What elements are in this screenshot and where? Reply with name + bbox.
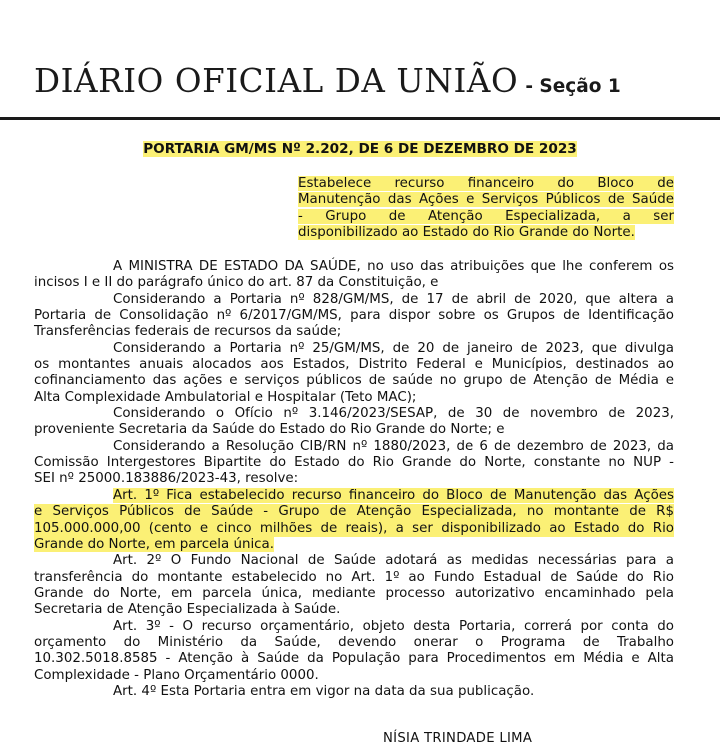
article-1-line: 105.000.000,00 (cento e cinco milhões de reais), a ser disponibilizado ao Estado do Rio: [34, 520, 674, 536]
body-line: Secretaria de Atenção Especializada à Saúde.: [34, 602, 341, 618]
article-1-line: Art. 1º Fica estabelecido recurso financeiro do Bloco de Manutenção das Ações: [113, 487, 674, 503]
body-line: Considerando a Portaria nº 828/GM/MS, de 17 de abril de 2020, que altera a: [113, 291, 674, 307]
body-line: Considerando o Ofício nº 3.146/2023/SESAP, de 30 de novembro de 2023,: [113, 406, 674, 422]
body-line: A MINISTRA DE ESTADO DA SAÚDE, no uso das atribuições que lhe conferem os: [113, 259, 674, 274]
body-line: Considerando a Resolução CIB/RN nº 1880/2023, de 6 de dezembro de 2023, da: [113, 438, 674, 454]
body-line: Considerando a Portaria nº 25/GM/MS, de 20 de janeiro de 2023, que divulga: [113, 340, 674, 356]
masthead: [34, 62, 720, 100]
article-1-line: Grande do Norte, em parcela única.: [34, 536, 274, 552]
body-line: Art. 2º O Fundo Nacional de Saúde adotará as medidas necessárias para a: [113, 553, 674, 569]
body-line: cofinanciamento das ações e serviços públicos de saúde no grupo de Atenção de Média e: [34, 373, 674, 389]
body-line: Art. 3º - O recurso orçamentário, objeto desta Portaria, correrá por conta do: [113, 618, 674, 634]
body-line: Complexidade - Plano Orçamentário 0000.: [34, 667, 319, 683]
ementa: [298, 176, 674, 242]
ordinance-heading: [0, 141, 720, 157]
masthead-title: DIÁRIO OFICIAL DA UNIÃO: [34, 62, 519, 100]
body-line: proveniente Secretaria da Saúde do Estado do Rio Grande do Norte; e: [34, 422, 505, 438]
body-line: 10.302.5018.8585 - Atenção à Saúde da População para Procedimentos em Média e Alta: [34, 651, 674, 667]
article-1-line: e Serviços Públicos de Saúde - Grupo de Atenção Especializada, no montante de R$: [34, 504, 674, 520]
body-line: os montantes anuais alocados aos Estados, Distrito Federal e Municípios, destinados ao: [34, 357, 674, 373]
body-line: Portaria de Consolidação nº 6/2017/GM/MS, para dispor sobre os Grupos de Identificação: [34, 308, 674, 324]
body-line: Grande do Norte, em parcela única, mediante processo autorizativo encaminhado pela: [34, 585, 674, 601]
ementa-line: - Grupo de Atenção Especializada, a ser: [298, 208, 674, 224]
body-line: transferência do montante estabelecido no Art. 1º ao Fundo Estadual de Saúde do Rio: [34, 569, 674, 585]
masthead-section: - Seção 1: [525, 76, 621, 97]
signature-name: NÍSIA TRINDADE LIMA: [383, 731, 533, 746]
body-line: Alta Complexidade Ambulatorial e Hospitalar (Teto MAC);: [34, 389, 417, 405]
ementa-line: Manutenção das Ações e Serviços Públicos de Saúde: [298, 192, 674, 208]
ementa-line: Estabelece recurso financeiro do Bloco de: [298, 176, 674, 191]
ordinance-body: [34, 259, 674, 700]
body-line: orçamento do Ministério da Saúde, devendo onerar o Programa de Trabalho: [34, 634, 674, 650]
masthead-divider: [0, 117, 720, 120]
ementa-line: disponibilizado ao Estado do Rio Grande do Norte.: [298, 225, 635, 241]
body-line: SEI nº 25000.183886/2023-43, resolve:: [34, 471, 299, 487]
body-line: Comissão Intergestores Bipartite do Estado do Rio Grande do Norte, constante no NUP -: [34, 455, 674, 471]
body-line: Art. 4º Esta Portaria entra em vigor na data da sua publicação.: [113, 683, 535, 699]
body-line: incisos I e II do parágrafo único do art. 87 da Constituição, e: [34, 275, 439, 291]
ordinance-heading-text: PORTARIA GM/MS Nº 2.202, DE 6 DE DEZEMBRO DE 2023: [143, 141, 577, 157]
body-line: Transferências federais de recursos da saúde;: [34, 324, 342, 340]
